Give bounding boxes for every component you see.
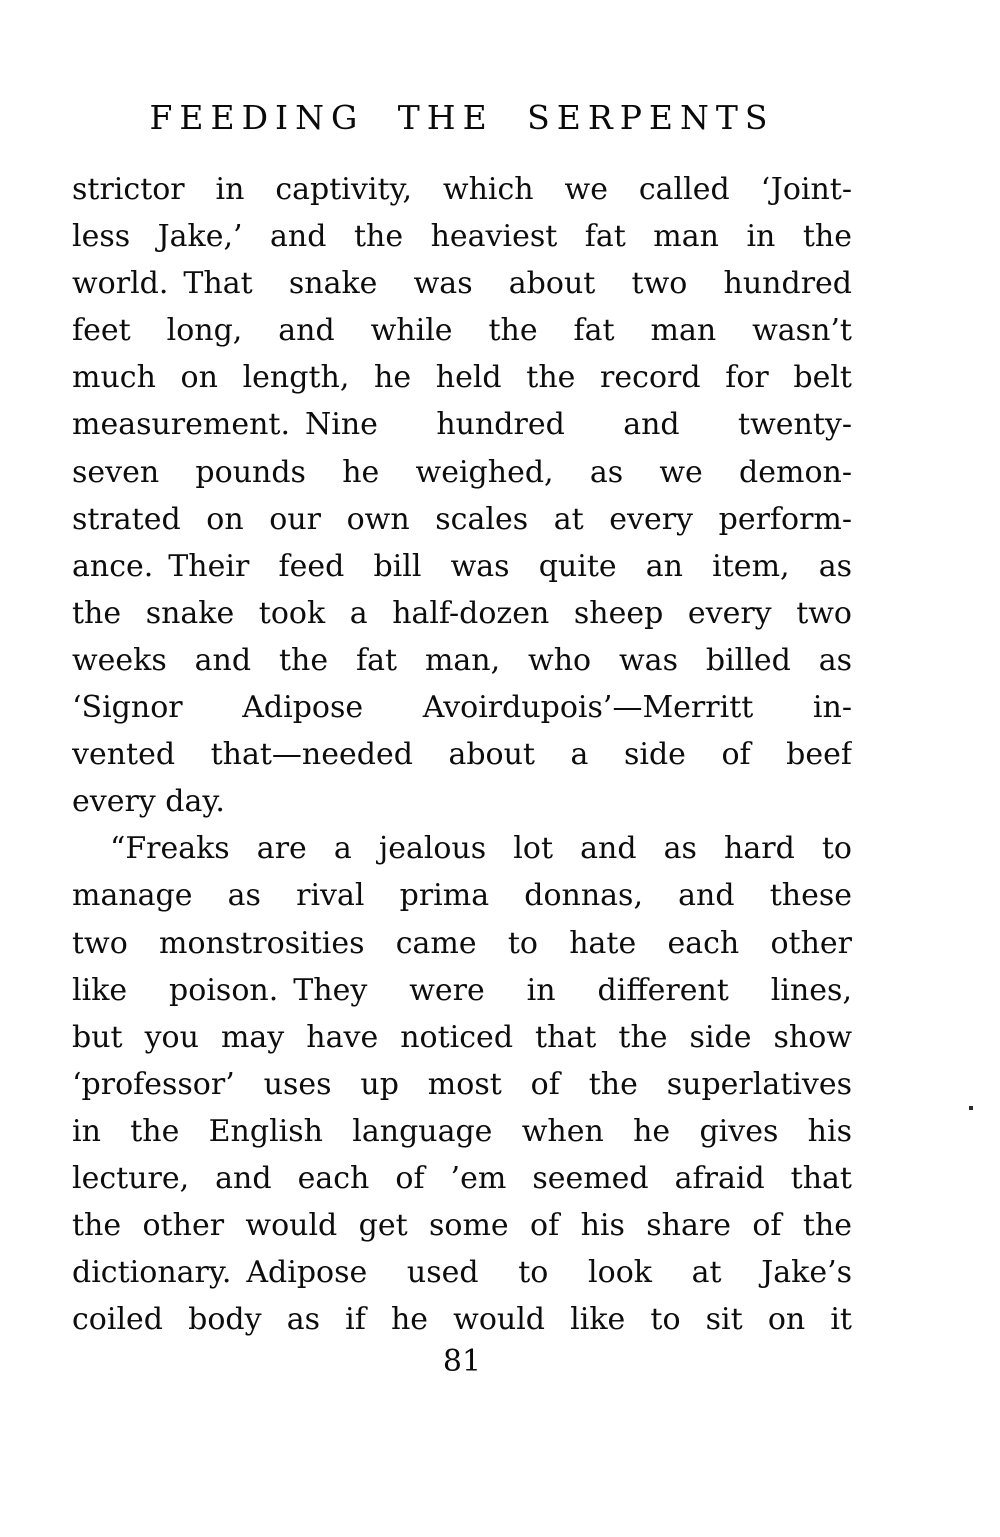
text-line: in the English language when he gives his: [72, 1113, 852, 1149]
text-line: strated on our own scales at every perform-: [72, 501, 852, 537]
text-line: coiled body as if he would like to sit on it: [72, 1302, 852, 1338]
text-line: weeks and the fat man, who was billed as: [72, 642, 852, 678]
text-line: manage as rival prima donnas, and these: [72, 878, 852, 914]
text-line: every day.: [72, 784, 225, 820]
text-line: strictor in captivity, which we called ‘Joint-: [72, 172, 852, 207]
text-line: but you may have noticed that the side show: [72, 1019, 852, 1055]
text-line: dictionary. Adipose used to look at Jake’s: [72, 1255, 852, 1291]
text-line: seven pounds he weighed, as we demon-: [72, 454, 852, 490]
text-line: ‘Signor Adipose Avoirdupois’—Merritt in-: [72, 690, 852, 726]
text-line: two monstrosities came to hate each other: [72, 925, 852, 961]
text-line: measurement. Nine hundred and twenty-: [72, 407, 852, 443]
scan-speck-artifact: [969, 1106, 973, 1110]
text-line: vented that—needed about a side of beef: [72, 737, 852, 773]
text-line: “Freaks are a jealous lot and as hard to: [110, 831, 852, 867]
text-line: world. That snake was about two hundred: [72, 266, 852, 302]
page-body: [72, 166, 852, 1343]
text-line: less Jake,’ and the heaviest fat man in the: [72, 219, 852, 255]
text-line: the other would get some of his share of the: [72, 1208, 852, 1244]
text-line: ‘professor’ uses up most of the superlatives: [72, 1066, 852, 1102]
text-line: much on length, he held the record for belt: [72, 360, 852, 396]
text-line: the snake took a half-dozen sheep every two: [72, 595, 852, 631]
text-line: feet long, and while the fat man wasn’t: [72, 313, 852, 349]
text-line: ance. Their feed bill was quite an item, as: [72, 548, 852, 584]
page-heading: FEEDING THE SERPENTS: [149, 98, 775, 137]
page-number: 81: [442, 1344, 482, 1379]
text-line: like poison. They were in different lines,: [72, 972, 852, 1008]
text-line: lecture, and each of ’em seemed afraid that: [72, 1160, 852, 1196]
